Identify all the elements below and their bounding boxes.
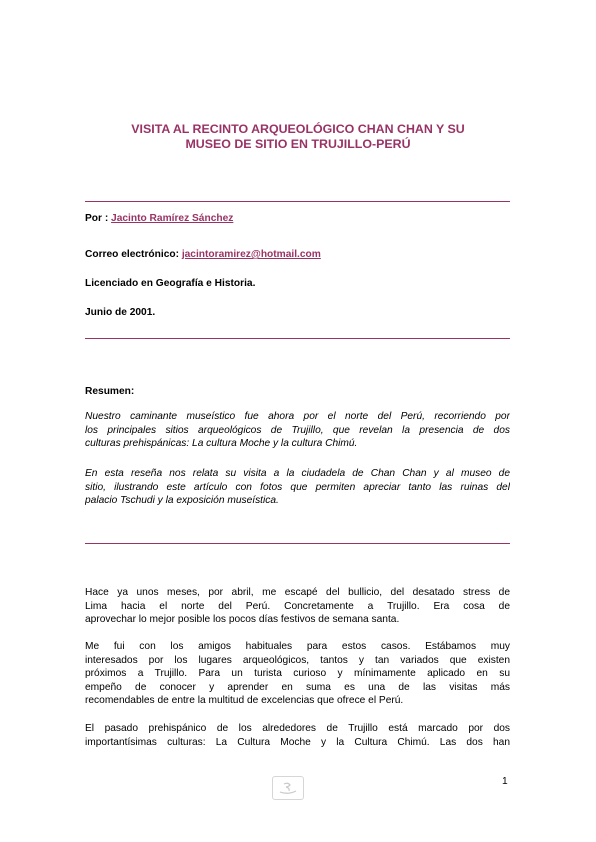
title-line-2: MUSEO DE SITIO EN TRUJILLO-PERÚ bbox=[185, 137, 411, 151]
email-link[interactable]: jacintoramirez@hotmail.com bbox=[181, 249, 321, 260]
page-number: 1 bbox=[502, 776, 508, 787]
title-line-1: VISITA AL RECINTO ARQUEOLÓGICO CHAN CHAN Y SU bbox=[131, 122, 465, 136]
divider-middle bbox=[85, 338, 510, 339]
text-line: Nuestro caminante museístico fue ahora por el norte del Perú, recorriendo por bbox=[85, 411, 510, 422]
text-line: importantísimas culturas: La Cultura Moche y la Cultura Chimú. Las dos han bbox=[85, 736, 510, 748]
logo-watermark-icon bbox=[272, 776, 304, 800]
text-line: El pasado prehispánico de los alrededores de Trujillo está marcado por dos bbox=[85, 723, 510, 734]
text-line: Me fui con los amigos habituales para estos casos. Estábamos muy bbox=[85, 641, 510, 652]
text-line: En esta reseña nos relata su visita a la ciudadela de Chan Chan y al museo de bbox=[85, 468, 510, 479]
abstract-paragraph-1 bbox=[85, 410, 510, 451]
logo-watermark-svg bbox=[277, 780, 299, 796]
abstract-label: Resumen: bbox=[85, 386, 135, 397]
date-line: Junio de 2001. bbox=[85, 307, 156, 318]
author-label: Por : bbox=[85, 213, 112, 224]
text-line: los principales sitios arqueológicos de Trujillo, que revelan la presencia de dos bbox=[85, 424, 510, 436]
text-line: interesados por los lugares arqueológicos, tantos y tan variados que existen bbox=[85, 654, 510, 666]
email-line bbox=[85, 249, 321, 260]
author-line bbox=[85, 213, 233, 224]
body-paragraph-3 bbox=[85, 722, 510, 749]
abstract-paragraph-2 bbox=[85, 467, 510, 508]
credential-line: Licenciado en Geografía e Historia. bbox=[85, 278, 256, 289]
divider-top bbox=[85, 201, 510, 202]
text-line: culturas prehispánicas: La cultura Moche y la cultura Chimú. bbox=[85, 438, 358, 450]
divider-bottom bbox=[85, 543, 510, 544]
author-link[interactable]: Jacinto Ramírez Sánchez bbox=[111, 213, 234, 224]
text-line: recomendables de entre la multitud de excelencias que ofrece el Perú. bbox=[85, 695, 404, 707]
text-line: Hace ya unos meses, por abril, me escapé del bullicio, del desatado stress de bbox=[85, 587, 510, 598]
text-line: Lima hacia el norte del Perú. Concretamente a Trujillo. Era cosa de bbox=[85, 600, 510, 612]
text-line: sitio, ilustrando este artículo con fotos que permiten apreciar tanto las ruinas del bbox=[85, 481, 510, 493]
text-line: palacio Tschudi y la exposición museística. bbox=[85, 495, 279, 507]
text-line: aprovechar lo mejor posible los pocos días festivos de semana santa. bbox=[85, 614, 400, 626]
document-title bbox=[86, 122, 510, 152]
email-label: Correo electrónico: bbox=[85, 249, 182, 260]
text-line: próximos a Trujillo. Para un turista curioso y mínimamente aplicado en su bbox=[85, 668, 510, 680]
body-paragraph-2 bbox=[85, 640, 510, 708]
body-paragraph-1 bbox=[85, 586, 510, 627]
text-line: empeño de conocer y aprender en suma es una de las visitas más bbox=[85, 681, 510, 693]
